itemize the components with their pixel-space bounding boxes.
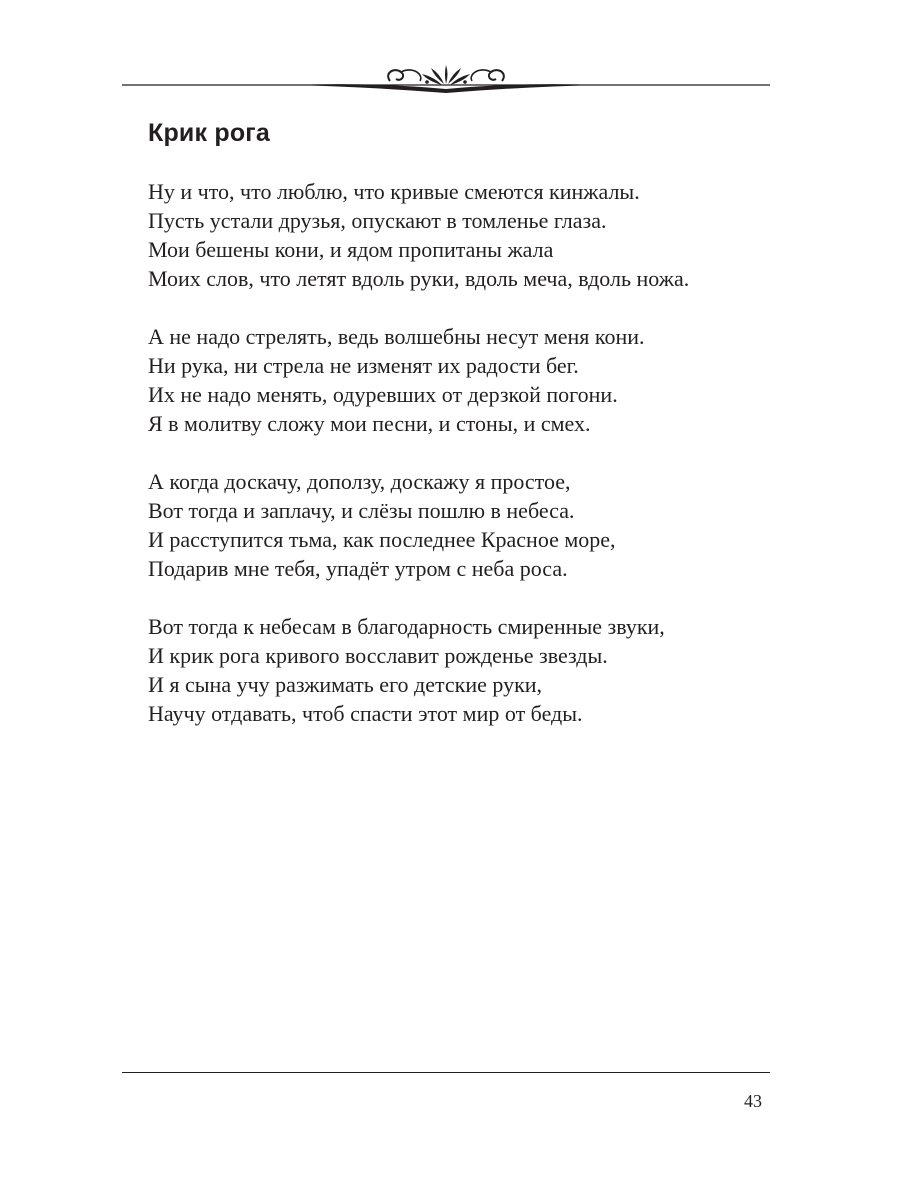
flourish-divider-icon: [122, 60, 770, 100]
poem-line: Вот тогда к небесам в благодарность смиренные звуки,: [148, 614, 665, 639]
stanza-1: [148, 177, 788, 293]
poem-line: Их не надо менять, одуревших от дерзкой погони.: [148, 382, 618, 407]
stanza-3: [148, 467, 788, 583]
poem-line: Я в молитву сложу мои песни, и стоны, и смех.: [148, 411, 591, 436]
poem-line: И крик рога кривого восславит рожденье звезды.: [148, 643, 608, 668]
poem-title: Крик рога: [148, 119, 271, 147]
footer-divider: [122, 1072, 770, 1073]
poem-line: А не надо стрелять, ведь волшебны несут меня кони.: [148, 324, 645, 349]
page-number: 43: [744, 1091, 762, 1111]
stanza-2: [148, 322, 788, 438]
poem-line: А когда доскачу, доползу, доскажу я простое,: [148, 469, 571, 494]
poem-line: Научу отдавать, чтоб спасти этот мир от беды.: [148, 701, 583, 726]
poem-line: Вот тогда и заплачу, и слёзы пошлю в небеса.: [148, 498, 575, 523]
poem-line: И я сына учу разжимать его детские руки,: [148, 672, 543, 697]
poem-line: Пусть устали друзья, опускают в томленье глаза.: [148, 208, 607, 233]
poem-line: Ну и что, что люблю, что кривые смеются кинжалы.: [148, 179, 640, 204]
poem-line: Моих слов, что летят вдоль руки, вдоль меча, вдоль ножа.: [148, 266, 690, 291]
poem-line: И расступится тьма, как последнее Красное море,: [148, 527, 616, 552]
poem-body: [148, 177, 788, 757]
poem-line: Подарив мне тебя, упадёт утром с неба роса.: [148, 556, 568, 581]
poem-line: Мои бешены кони, и ядом пропитаны жала: [148, 237, 554, 262]
stanza-4: [148, 612, 788, 728]
poem-line: Ни рука, ни стрела не изменят их радости бег.: [148, 353, 579, 378]
